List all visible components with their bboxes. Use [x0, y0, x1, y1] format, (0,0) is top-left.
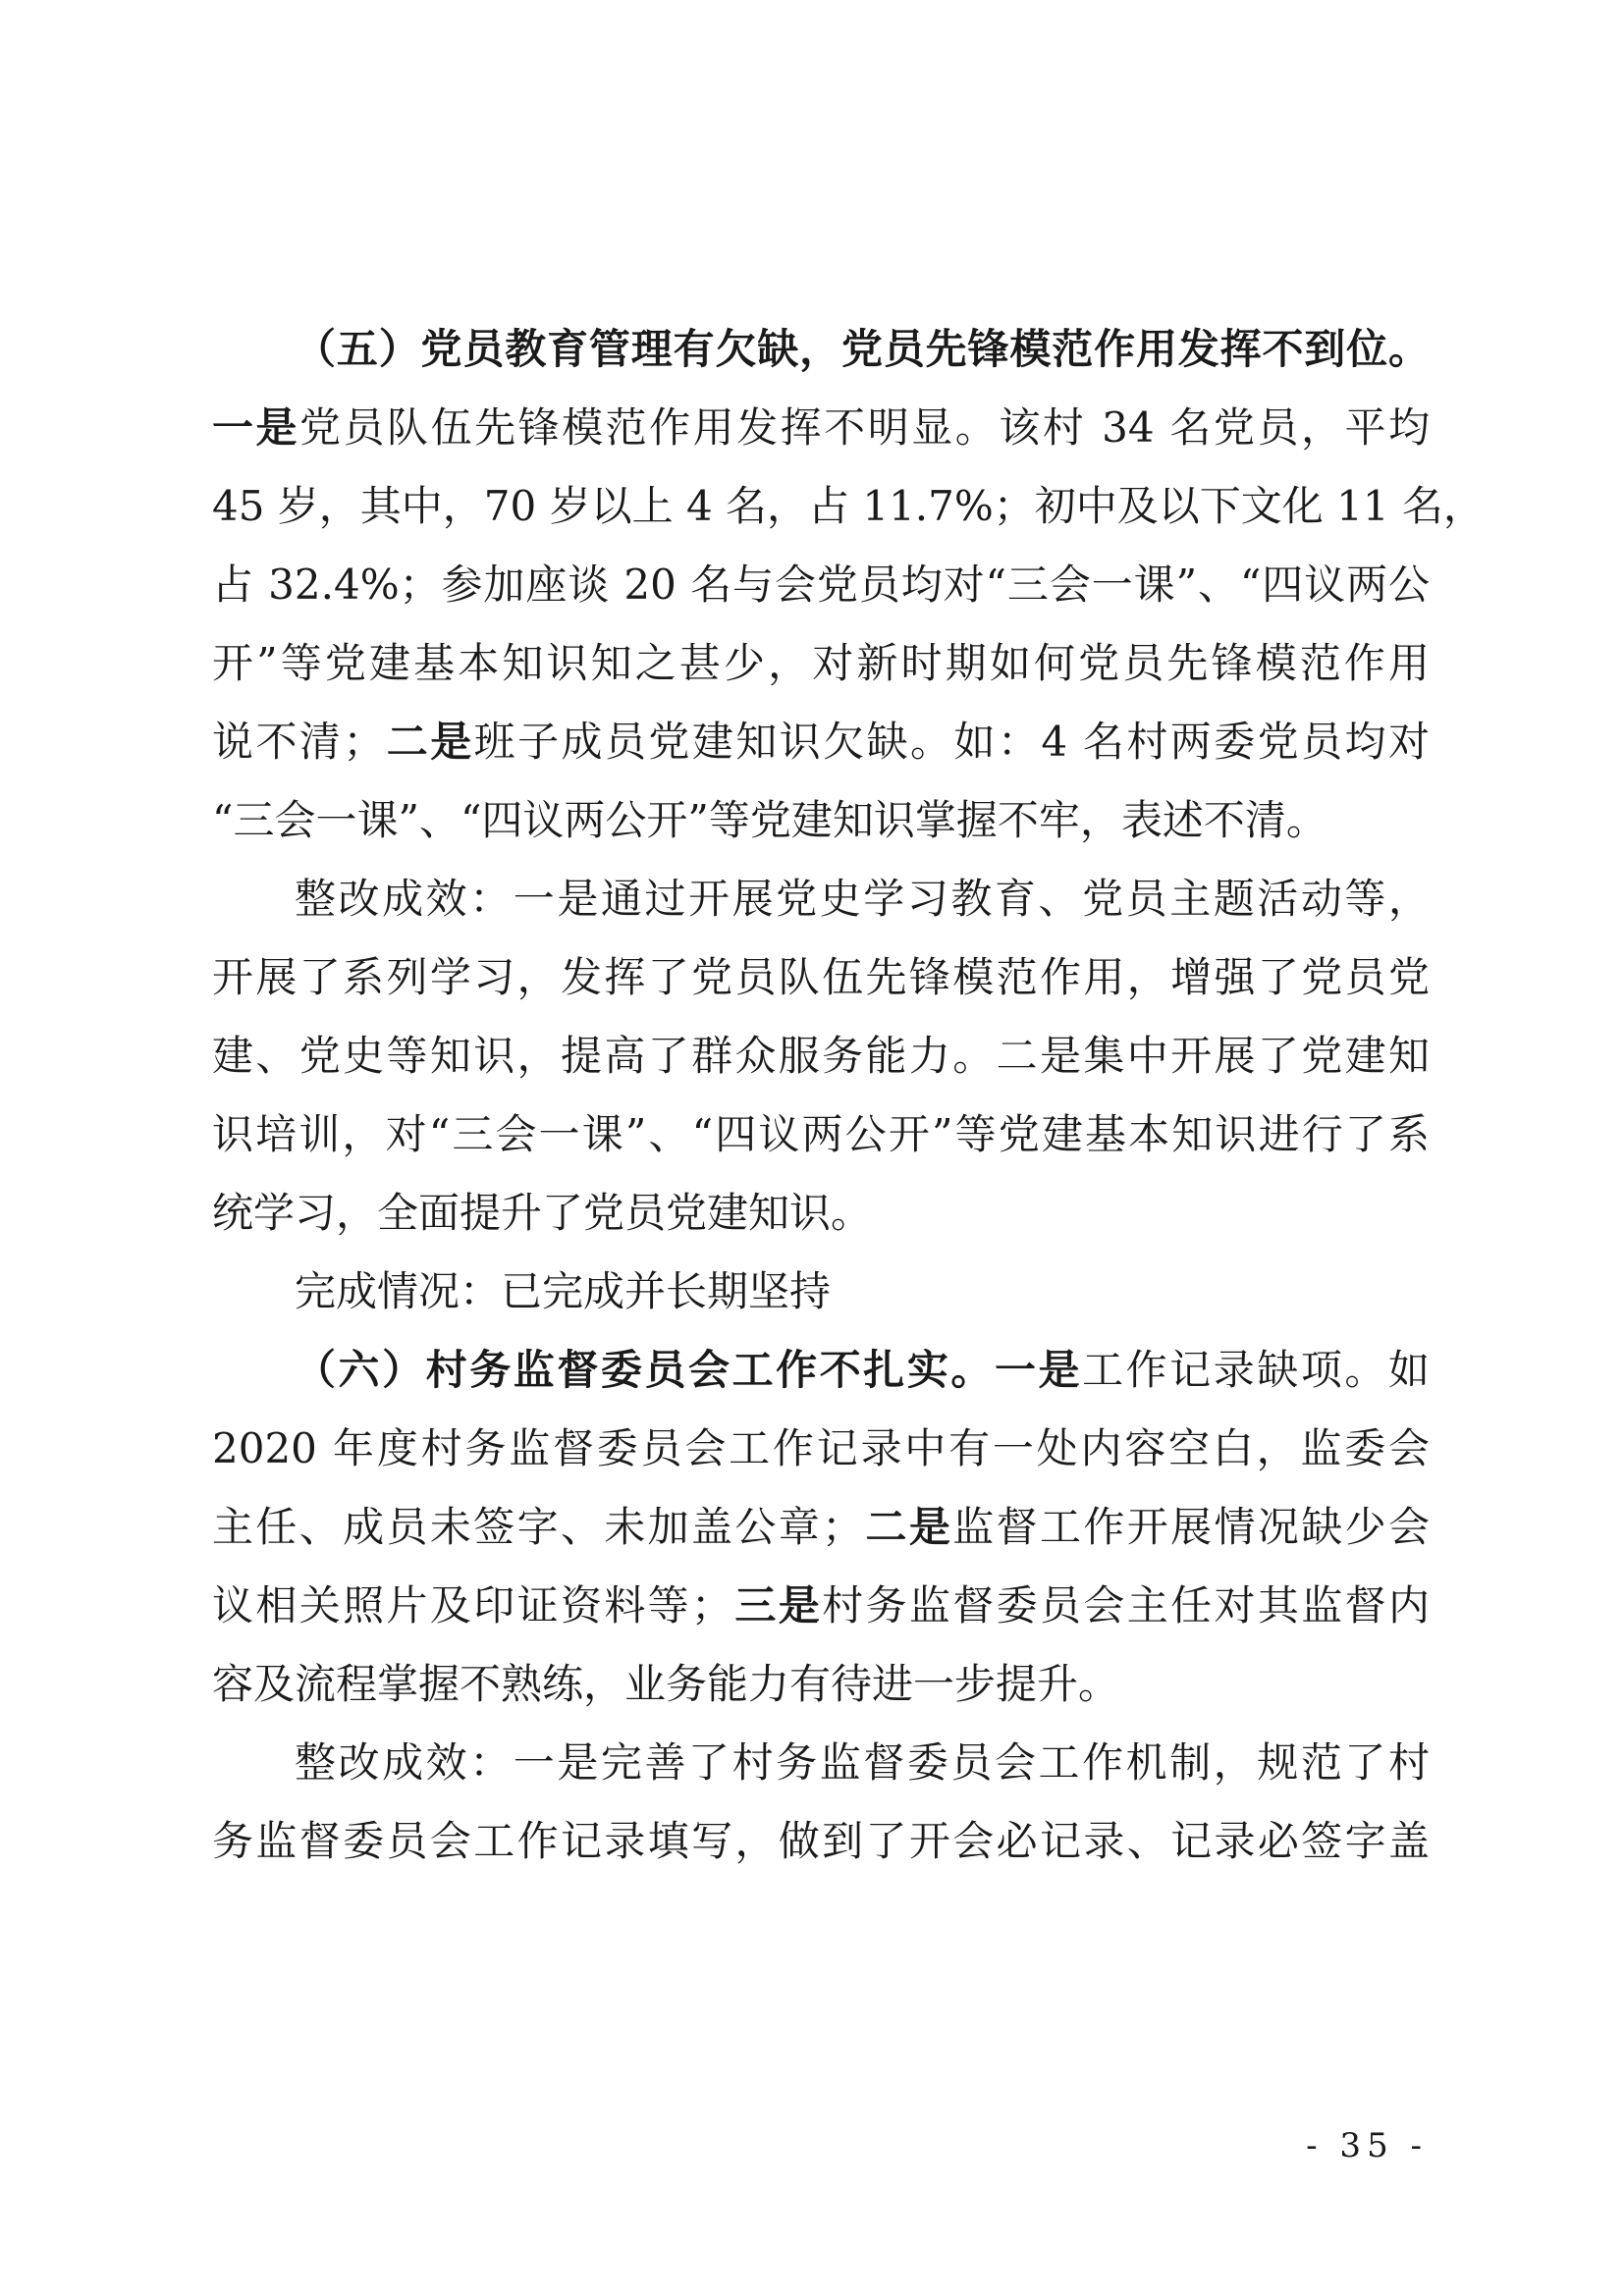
body-line: 开展了系列学习，发挥了党员队伍先锋模范作用，增强了党员党: [212, 953, 1430, 1001]
body-line: 务监督委员会工作记录填写，做到了开会必记录、记录必签字盖: [212, 1817, 1430, 1865]
body-line: 识培训，对“三会一课”、“四议两公开”等党建基本知识进行了系: [212, 1110, 1430, 1158]
body-line: “三会一课”、“四议两公开”等党建知识掌握不牢，表述不清。: [212, 796, 1327, 844]
page-number: - 35 -: [1306, 2126, 1428, 2165]
body-line: 占 32.4%；参加座谈 20 名与会党员均对“三会一课”、“四议两公: [212, 561, 1430, 609]
body-line: 建、党史等知识，提高了群众服务能力。二是集中开展了党建知: [212, 1032, 1430, 1080]
body-line: 2020 年度村务监督委员会工作记录中有一处内容空白，监委会: [212, 1424, 1430, 1472]
body-line: 统学习，全面提升了党员党建知识。: [212, 1189, 873, 1237]
section-heading-6: （六）村务监督委员会工作不扎实。一是工作记录缺项。如: [295, 1346, 1430, 1394]
body-line: 容及流程掌握不熟练，业务能力有待进一步提升。: [212, 1660, 1120, 1708]
rectification-result-line: 整改成效：一是完善了村务监督委员会工作机制，规范了村: [295, 1738, 1430, 1787]
body-line: 说不清；二是班子成员党建知识欠缺。如：4 名村两委党员均对: [212, 718, 1430, 766]
rectification-result-line: 整改成效：一是通过开展党史学习教育、党员主题活动等，: [295, 875, 1430, 923]
body-line: 开”等党建基本知识知之甚少，对新时期如何党员先锋模范作用: [212, 639, 1430, 687]
body-line: 45 岁，其中，70 岁以上 4 名，占 11.7%；初中及以下文化 11 名，: [212, 482, 1485, 530]
section-heading-5: （五）党员教育管理有欠缺，党员先锋模范作用发挥不到位。: [295, 325, 1430, 373]
body-line: 议相关照片及印证资料等；三是村务监督委员会主任对其监督内: [212, 1581, 1430, 1629]
body-line: 一是党员队伍先锋模范作用发挥不明显。该村 34 名党员，平均: [212, 403, 1430, 452]
body-line: 主任、成员未签字、未加盖公章；二是监督工作开展情况缺少会: [212, 1503, 1430, 1551]
completion-status-line: 完成情况：已完成并长期坚持: [295, 1267, 832, 1315]
